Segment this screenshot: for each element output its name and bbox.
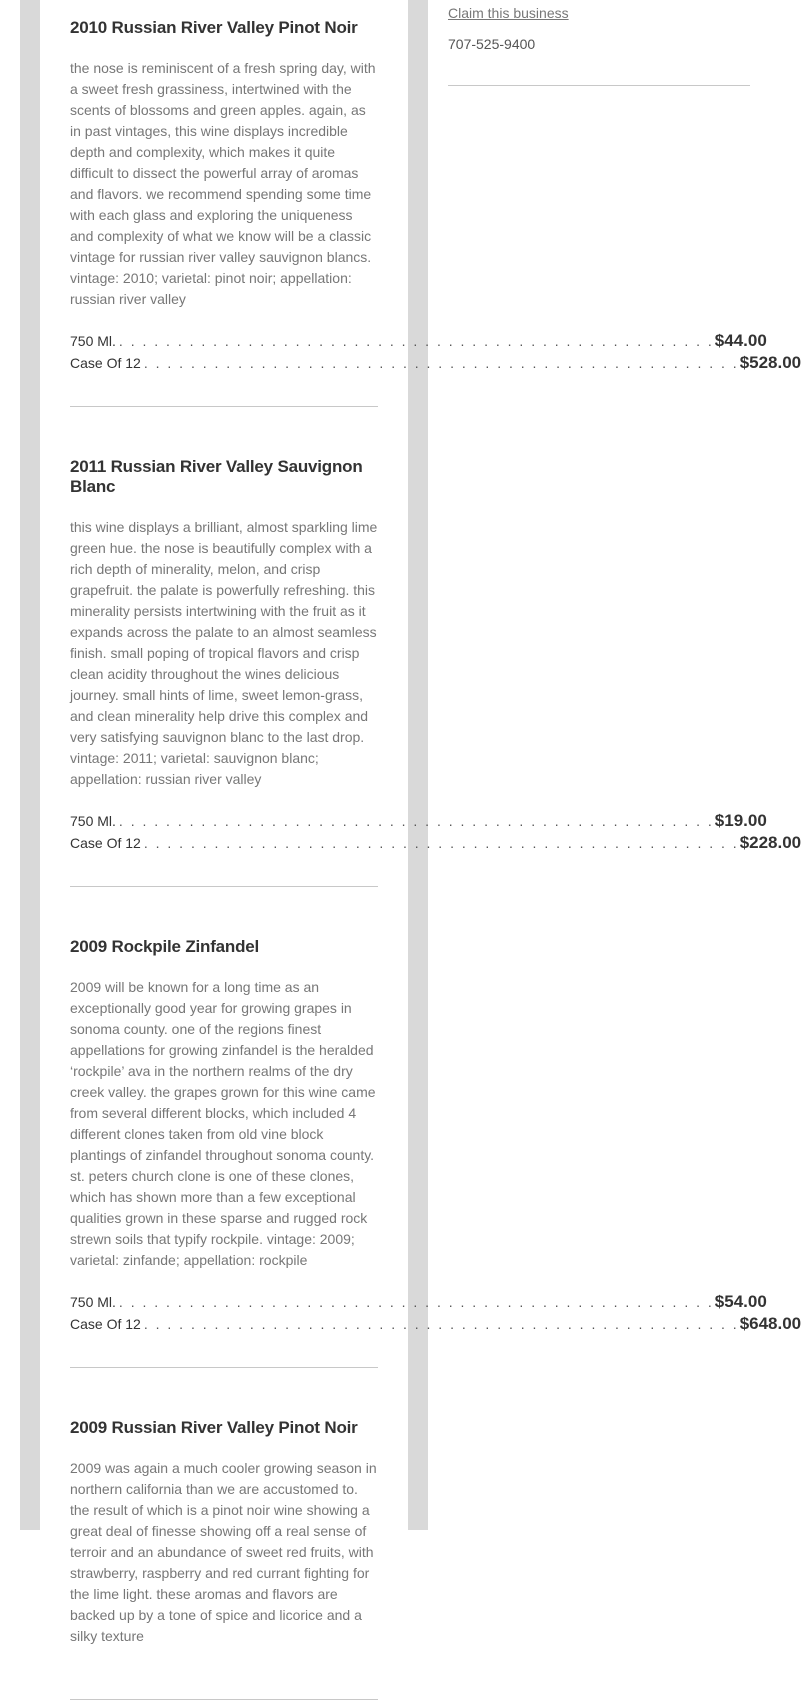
menu-item-description: 2009 will be known for a long time as an exceptionally good year for growing grapes in sonoma county. one of the regions finest appellations for growing zinfandel is the heralded ‘rockpile’ ava in the northern realms of the dry creek valley. the grapes grown for this wine came from several different blocks, which included 4 different clones taken from old vine block plantings of zinfandel throughout sonoma county. st. peters church clone is one of these clones, which has shown more than a few exceptional qualities grown in these sparse and rugged rock strewn soils that typify rockpile. vintage: 2009; varietal: zinfande; appellation: rockpile [70, 979, 376, 1268]
price-row [70, 1291, 767, 1313]
price-leader-dots [119, 1292, 714, 1313]
menu-item-title: 2011 Russian River Valley Sauvignon Blanc [70, 457, 363, 496]
price-value: $228.00 [739, 833, 801, 852]
menu-item-title: 2009 Rockpile Zinfandel [70, 937, 260, 956]
business-sidebar [448, 0, 750, 86]
price-leader-dots [119, 811, 714, 832]
menu-item [70, 919, 801, 1368]
claim-business-link[interactable]: Claim this business [448, 5, 569, 21]
price-row [70, 352, 801, 374]
price-size-label: Case Of 12 [70, 355, 141, 371]
price-row [70, 832, 801, 854]
price-value: $648.00 [739, 1314, 801, 1333]
price-row [70, 330, 767, 352]
menu-item-description: 2009 was again a much cooler growing season in northern california than we are accustomed to. the result of which is a pinot noir wine showing a great deal of finesse showing off a real sense of terroir and an abundance of sweet red fruits, with strawberry, raspberry and red currant fighting for the lime light. these aromas and flavors are backed up by a tone of spice and licorice and a silky texture [70, 1460, 377, 1644]
menu-item-title: 2009 Russian River Valley Pinot Noir [70, 1418, 358, 1437]
price-value: $44.00 [714, 331, 767, 350]
price-value: $528.00 [739, 353, 801, 372]
menu-item [70, 439, 801, 887]
price-size-label: Case Of 12 [70, 835, 141, 851]
price-value: $54.00 [714, 1292, 767, 1311]
business-phone[interactable]: 707-525-9400 [448, 36, 536, 52]
price-leader-dots [144, 833, 739, 854]
price-leader-dots [144, 1314, 739, 1335]
menu-item-description: this wine displays a brilliant, almost sparkling lime green hue. the nose is beautifully complex with a rich depth of minerality, melon, and crisp grapefruit. the palate is powerfully refreshing. this minerality persists intertwining with the fruit as it expands across the palate to an almost seamless finish. small poping of tropical flavors and crisp clean acidity throughout the wines delicious journey. small hints of lime, sweet lemon-grass, and clean minerality help drive this complex and very satisfying sauvignon blanc to the last drop. vintage: 2011; varietal: sauvignon blanc; appellation: russian river valley [70, 519, 378, 787]
price-row [70, 1313, 801, 1335]
price-size-label: 750 Ml. [70, 1294, 116, 1310]
price-value: $19.00 [714, 811, 767, 830]
price-leader-dots [144, 353, 739, 374]
menu-item-description: the nose is reminiscent of a fresh spring day, with a sweet fresh grassiness, intertwined with the scents of blossoms and green apples. again, as in past vintages, this wine displays incredible depth and complexity, which makes it quite difficult to dissect the powerful array of aromas and flavors. we recommend spending some time with each glass and exploring the uniqueness and complexity of what we know will be a classic vintage for russian river valley sauvignon blancs. vintage: 2010; varietal: pinot noir; appellation: russian river valley [70, 60, 376, 307]
menu-item-title: 2010 Russian River Valley Pinot Noir [70, 18, 358, 37]
menu-item [70, 1400, 378, 1700]
price-leader-dots [119, 331, 714, 352]
price-size-label: 750 Ml. [70, 333, 116, 349]
price-size-label: Case Of 12 [70, 1316, 141, 1332]
price-size-label: 750 Ml. [70, 813, 116, 829]
sidebar-divider [448, 85, 750, 86]
price-row [70, 810, 767, 832]
